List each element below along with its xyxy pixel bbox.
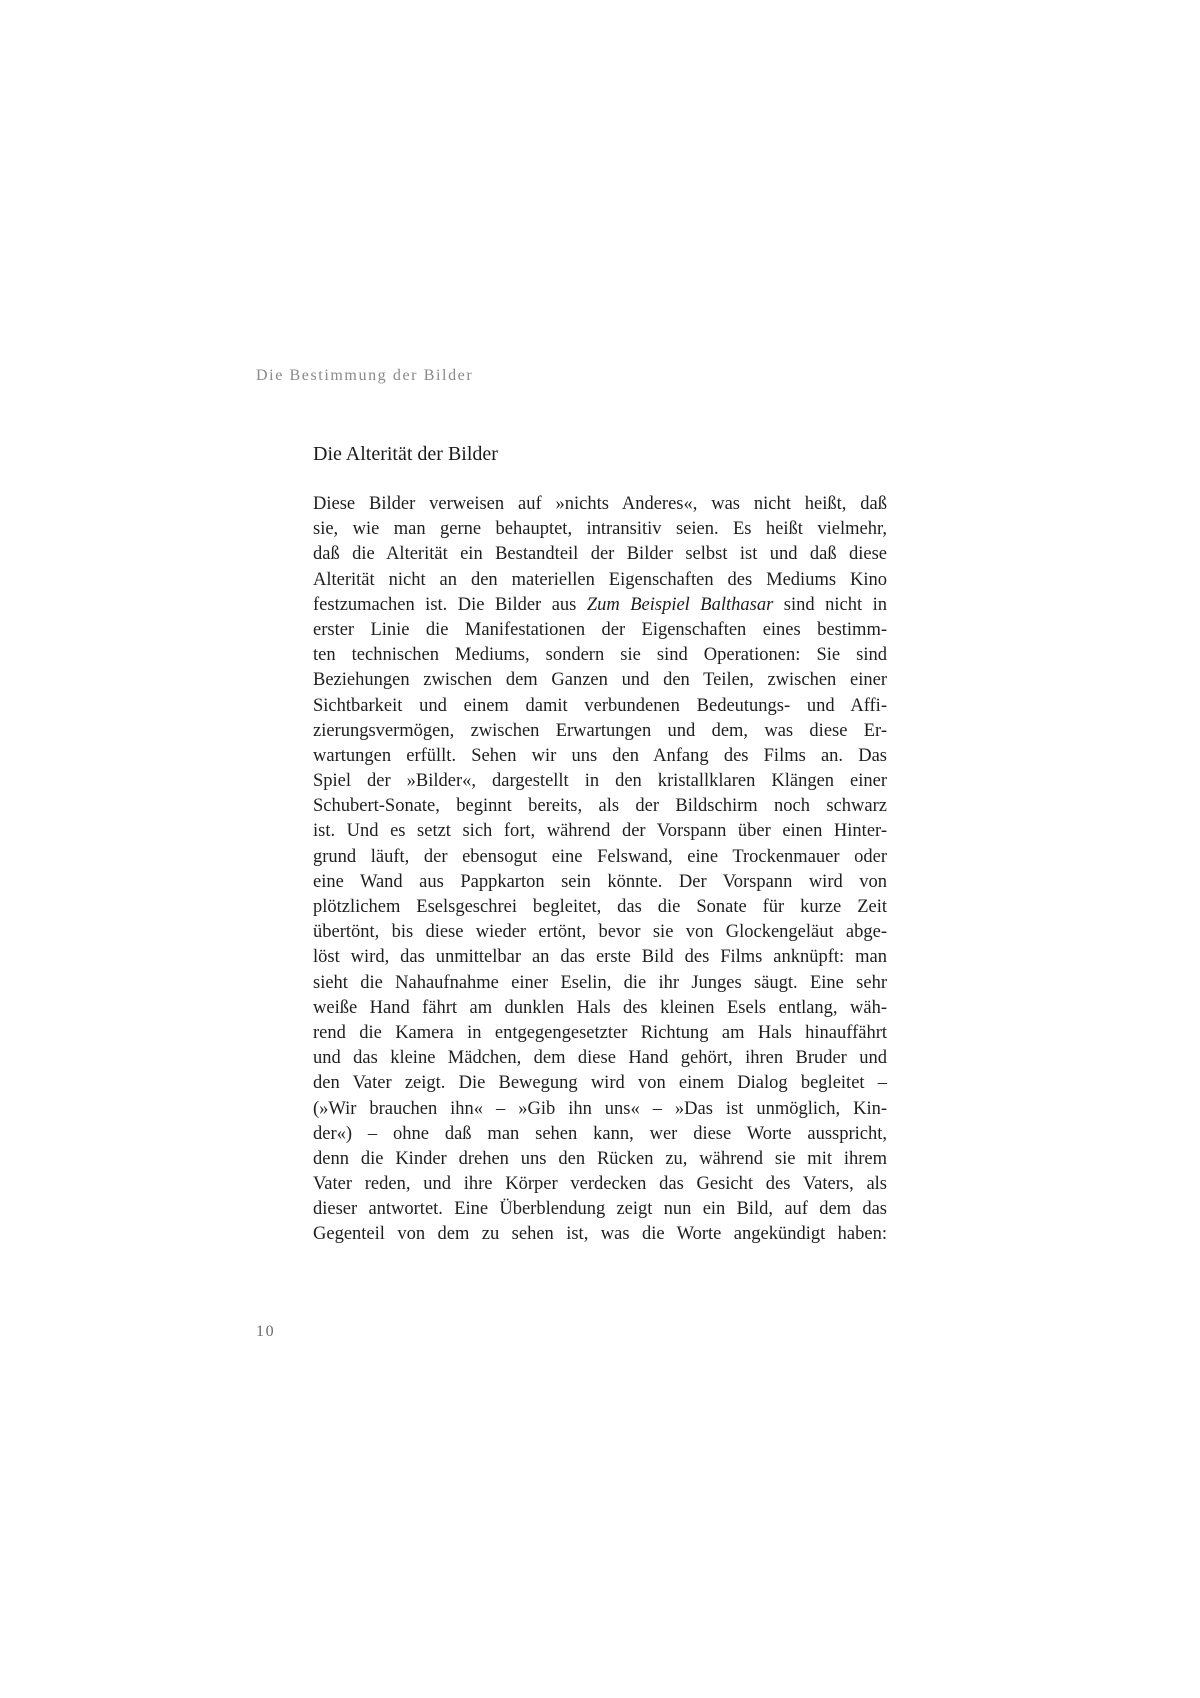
text-line: ten technischen Mediums, sondern sie sind Operationen: Sie sind <box>313 645 887 666</box>
body-paragraph <box>313 492 887 1248</box>
text-line: und das kleine Mädchen, dem diese Hand gehört, ihren Bruder und <box>313 1048 887 1069</box>
text-line: löst wird, das unmittelbar an das erste Bild des Films anknüpft: man <box>313 947 887 968</box>
text-line: Alterität nicht an den materiellen Eigenschaften des Mediums Kino <box>313 569 887 590</box>
text-line: Beziehungen zwischen dem Ganzen und den Teilen, zwischen einer <box>313 670 887 691</box>
text-line: Spiel der »Bilder«, dargestellt in den kristallklaren Klängen einer <box>313 771 887 792</box>
text-line: sieht die Nahaufnahme einer Eselin, die ihr Junges säugt. Eine sehr <box>313 972 887 993</box>
text-line: Sichtbarkeit und einem damit verbundenen Bedeutungs- und Affi- <box>313 695 887 716</box>
text-line: weiße Hand fährt am dunklen Hals des kleinen Esels entlang, wäh- <box>313 997 887 1018</box>
section-title: Die Alterität der Bilder <box>313 443 498 465</box>
text-line: Vater reden, und ihre Körper verdecken das Gesicht des Vaters, als <box>313 1174 887 1195</box>
text-line: daß die Alterität ein Bestandteil der Bilder selbst ist und daß diese <box>313 544 887 565</box>
text-line: ist. Und es setzt sich fort, während der Vorspann über einen Hinter- <box>313 821 887 842</box>
text-line <box>313 593 887 618</box>
running-head: Die Bestimmung der Bilder <box>256 367 474 384</box>
text-line: dieser antwortet. Eine Überblendung zeigt nun ein Bild, auf dem das <box>313 1199 887 1220</box>
text-line: Diese Bilder verweisen auf »nichts Anderes«, was nicht heißt, daß <box>313 494 887 514</box>
text-line: Gegenteil von dem zu sehen ist, was die Worte angekündigt haben: <box>313 1224 887 1245</box>
text-line: rend die Kamera in entgegengesetzter Richtung am Hals hinauffährt <box>313 1022 887 1043</box>
film-title: Zum Beispiel Balthasar <box>586 594 774 615</box>
text-line: grund läuft, der ebensogut eine Felswand, eine Trockenmauer oder <box>313 846 887 867</box>
text-line: den Vater zeigt. Die Bewegung wird von einem Dialog begleitet – <box>313 1073 887 1094</box>
text-line-segment: festzumachen ist. Die Bilder aus <box>313 594 587 615</box>
text-line: plötzlichem Eselsgeschrei begleitet, das die Sonate für kurze Zeit <box>313 897 887 917</box>
text-line: zierungsvermögen, zwischen Erwartungen und dem, was diese Er- <box>313 720 887 741</box>
text-line: Schubert-Sonate, beginnt bereits, als der Bildschirm noch schwarz <box>313 796 887 817</box>
page-number: 10 <box>256 1323 276 1340</box>
text-line: (»Wir brauchen ihn« – »Gib ihn uns« – »Das ist unmöglich, Kin- <box>313 1098 887 1119</box>
text-line: wartungen erfüllt. Sehen wir uns den Anfang des Films an. Das <box>313 745 887 766</box>
text-line: denn die Kinder drehen uns den Rücken zu, während sie mit ihrem <box>313 1148 887 1169</box>
text-line: sie, wie man gerne behauptet, intransitiv seien. Es heißt vielmehr, <box>313 519 887 540</box>
text-line: erster Linie die Manifestationen der Eigenschaften eines bestimm- <box>313 619 887 640</box>
text-line: übertönt, bis diese wieder ertönt, bevor sie von Glockengeläut abge- <box>313 922 887 943</box>
text-line-segment: sind nicht in <box>773 594 887 615</box>
text-line: der«) – ohne daß man sehen kann, wer diese Worte ausspricht, <box>313 1123 887 1144</box>
text-line: eine Wand aus Pappkarton sein könnte. Der Vorspann wird von <box>313 871 887 892</box>
